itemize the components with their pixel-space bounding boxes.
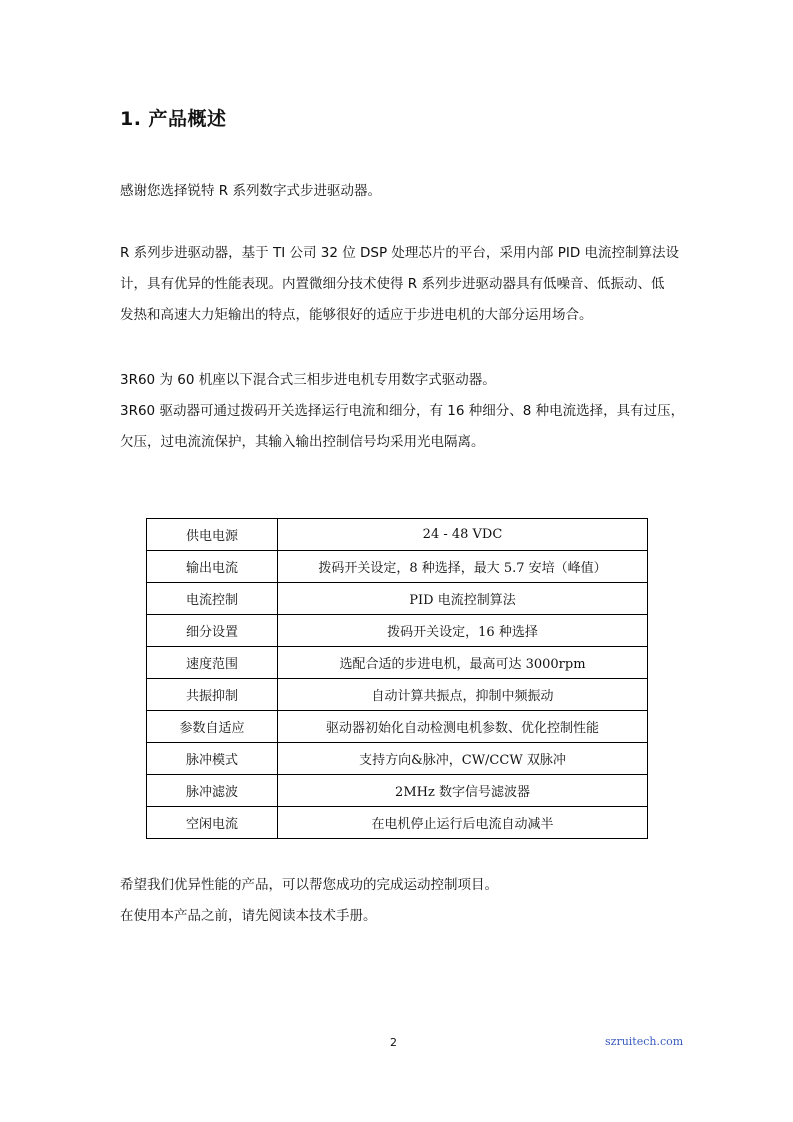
description-line: 计，具有优异的性能表现。内置微细分技术使得 R 系列步进驱动器具有低噪音、低振动、低 bbox=[120, 276, 665, 292]
spec-key: 供电电源 bbox=[147, 519, 278, 551]
table-row bbox=[147, 743, 648, 775]
closing-line: 希望我们优异性能的产品，可以帮您成功的完成运动控制项目。 bbox=[120, 877, 498, 893]
table-row bbox=[147, 807, 648, 839]
spec-value: 拨码开关设定，16 种选择 bbox=[278, 615, 648, 647]
spec-key: 空闲电流 bbox=[147, 807, 278, 839]
spec-key: 参数自适应 bbox=[147, 711, 278, 743]
table-row bbox=[147, 679, 648, 711]
spec-key: 速度范围 bbox=[147, 647, 278, 679]
spec-value: 自动计算共振点，抑制中频振动 bbox=[278, 679, 648, 711]
spec-key: 细分设置 bbox=[147, 615, 278, 647]
table-row bbox=[147, 775, 648, 807]
model-info-line: 3R60 为 60 机座以下混合式三相步进电机专用数字式驱动器。 bbox=[120, 372, 496, 388]
intro-paragraph bbox=[120, 176, 680, 207]
description-line: 发热和高速大力矩输出的特点，能够很好的适应于步进电机的大部分运用场合。 bbox=[120, 307, 593, 323]
spec-value: PID 电流控制算法 bbox=[278, 583, 648, 615]
table-row bbox=[147, 647, 648, 679]
description-line: R 系列步进驱动器，基于 TI 公司 32 位 DSP 处理芯片的平台，采用内部 PID 电流控制算法设 bbox=[120, 245, 680, 261]
footer-website: szruitech.com bbox=[605, 1035, 684, 1048]
model-info-line: 欠压，过电流流保护，其输入输出控制信号均采用光电隔离。 bbox=[120, 434, 485, 450]
spec-value: 驱动器初始化自动检测电机参数、优化控制性能 bbox=[278, 711, 648, 743]
spec-key: 电流控制 bbox=[147, 583, 278, 615]
table-row bbox=[147, 615, 648, 647]
table-row bbox=[147, 519, 648, 551]
specification-table bbox=[146, 518, 648, 839]
model-info-paragraph bbox=[120, 365, 685, 458]
spec-value: 选配合适的步进电机，最高可达 3000rpm bbox=[278, 647, 648, 679]
spec-value: 24 - 48 VDC bbox=[278, 519, 648, 551]
closing-paragraph bbox=[120, 870, 680, 932]
model-info-line: 3R60 驱动器可通过拨码开关选择运行电流和细分，有 16 种细分、8 种电流选择，具有过压， bbox=[120, 403, 685, 419]
table-row bbox=[147, 583, 648, 615]
intro-line: 感谢您选择锐特 R 系列数字式步进驱动器。 bbox=[120, 183, 381, 199]
description-paragraph bbox=[120, 238, 680, 331]
spec-value: 支持方向&脉冲，CW/CCW 双脉冲 bbox=[278, 743, 648, 775]
page-number: 2 bbox=[390, 1036, 397, 1049]
closing-line: 在使用本产品之前，请先阅读本技术手册。 bbox=[120, 908, 377, 924]
spec-value: 拨码开关设定，8 种选择，最大 5.7 安培（峰值） bbox=[278, 551, 648, 583]
table-row bbox=[147, 551, 648, 583]
spec-key: 脉冲模式 bbox=[147, 743, 278, 775]
spec-key: 共振抑制 bbox=[147, 679, 278, 711]
section-heading: 1. 产品概述 bbox=[120, 108, 227, 130]
table-row bbox=[147, 711, 648, 743]
spec-value: 在电机停止运行后电流自动减半 bbox=[278, 807, 648, 839]
spec-key: 输出电流 bbox=[147, 551, 278, 583]
spec-key: 脉冲滤波 bbox=[147, 775, 278, 807]
spec-value: 2MHz 数字信号滤波器 bbox=[278, 775, 648, 807]
